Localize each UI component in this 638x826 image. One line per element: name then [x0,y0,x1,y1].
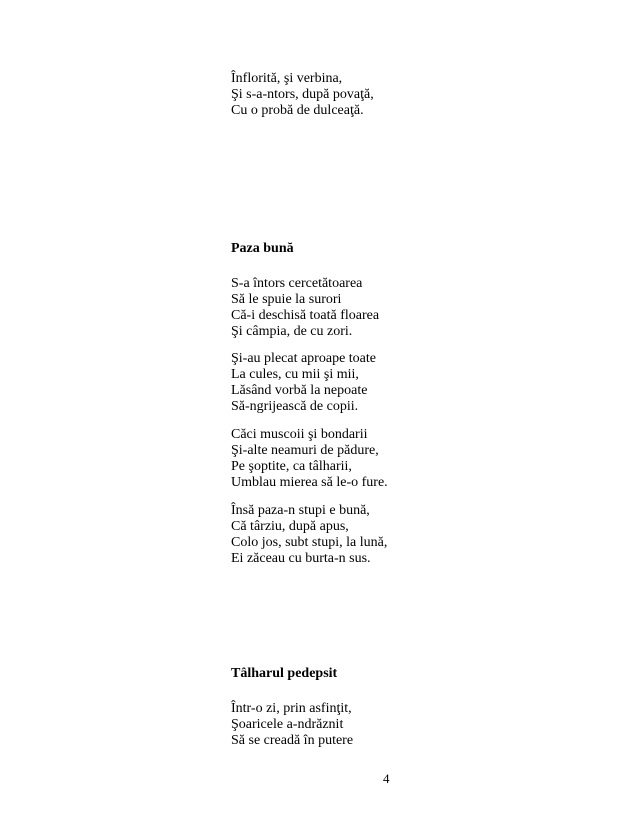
page-number: 4 [383,771,390,786]
verse-line: Că târziu, după apus, [231,519,349,534]
poem-1-stanza-2 [231,351,376,415]
verse-line: Şi-alte neamuri de pădure, [231,443,379,458]
verse-line: Şoaricele a-ndrăznit [231,717,344,732]
verse-line: Cu o probă de dulceaţă. [231,103,364,118]
poem-1-stanza-1 [231,276,379,340]
verse-line: Să-ngrijească de copii. [231,399,359,414]
verse-line: Şi câmpia, de cu zori. [231,324,353,339]
verse-line: Pe şoptite, ca tâlharii, [231,459,352,474]
poem-1-stanza-4 [231,503,387,567]
verse-line: Să le spuie la surori [231,292,342,307]
verse-line: Şi-au plecat aproape toate [231,351,376,366]
verse-line: Lăsând vorbă la nepoate [231,383,368,398]
opening-stanza [231,71,374,119]
verse-line: Căci muscoii şi bondarii [231,427,368,442]
verse-line: Umblau mierea să le-o fure. [231,475,388,490]
poem-title-paza-buna: Paza bună [231,241,294,256]
verse-line: S-a întors cercetătoarea [231,276,363,291]
poem-title-talharul-pedepsit: Tâlharul pedepsit [231,666,338,681]
verse-line: Colo jos, subt stupi, la lună, [231,535,388,550]
verse-line: Şi s-a-ntors, după povaţă, [231,87,374,102]
verse-line: Însă paza-n stupi e bună, [231,503,370,518]
poem-2-stanza-1 [231,701,353,749]
verse-line: Înflorită, şi verbina, [231,71,343,86]
verse-line: La cules, cu mii şi mii, [231,367,359,382]
verse-line: Să se creadă în putere [231,733,354,748]
verse-line: Într-o zi, prin asfinţit, [231,701,352,716]
verse-line: Că-i deschisă toată floarea [231,308,380,323]
poem-1-stanza-3 [231,427,388,491]
verse-line: Ei zăceau cu burta-n sus. [231,551,371,566]
